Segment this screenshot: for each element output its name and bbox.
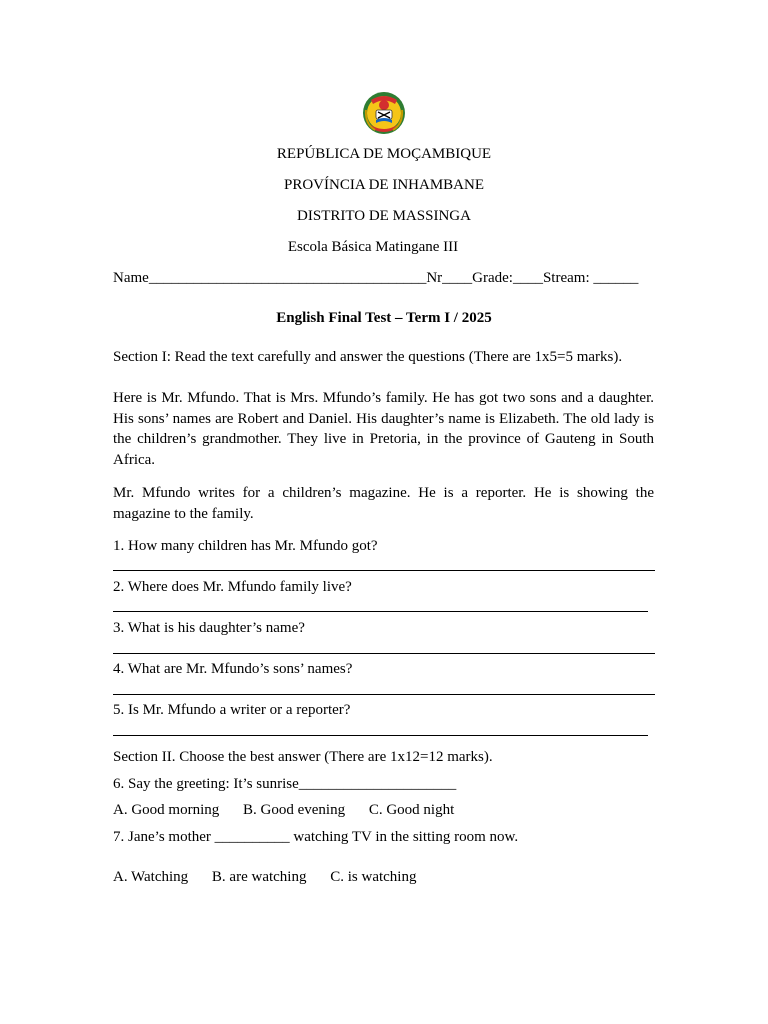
q6-option-a[interactable]: A. Good morning [113, 802, 220, 818]
section2-heading: Section II. Choose the best answer (There are 1x12=12 marks). [113, 749, 493, 765]
q6-option-b[interactable]: B. Good evening [243, 802, 346, 818]
answer-line-5[interactable] [113, 735, 648, 736]
q6-option-c[interactable]: C. Good night [368, 802, 455, 818]
answer-line-2[interactable] [113, 611, 648, 612]
province-name: PROVÍNCIA DE INHAMBANE [283, 177, 484, 193]
question-4: 4. What are Mr. Mfundo’s sons’ names? [113, 661, 353, 677]
question-3: 3. What is his daughter’s name? [113, 620, 305, 636]
answer-line-1[interactable] [113, 570, 655, 571]
test-title: English Final Test – Term I / 2025 [276, 310, 492, 326]
q7-option-b[interactable]: B. are watching [211, 869, 307, 885]
question-2: 2. Where does Mr. Mfundo family live? [113, 579, 352, 595]
country-name: REPÚBLICA DE MOÇAMBIQUE [276, 146, 492, 162]
section1-heading: Section I: Read the text carefully and answer the questions (There are 1x5=5 marks). [113, 349, 623, 365]
answer-line-3[interactable] [113, 653, 655, 654]
district-name: DISTRITO DE MASSINGA [297, 208, 471, 224]
question-7: 7. Jane’s mother __________ watching TV in the sitting room now. [113, 829, 519, 845]
question-5: 5. Is Mr. Mfundo a writer or a reporter? [113, 702, 351, 718]
q7-option-c[interactable]: C. is watching [330, 869, 417, 885]
question-7-options [113, 869, 416, 886]
question-6-options [113, 802, 454, 819]
question-6: 6. Say the greeting: It’s sunrise_____________________ [113, 776, 457, 792]
mozambique-coat-of-arms-icon [361, 90, 407, 136]
reading-paragraph-2: Mr. Mfundo writes for a children’s magazine. He is a reporter. He is showing the magazine to the family. [113, 485, 654, 522]
q7-option-a[interactable]: A. Watching [113, 869, 189, 885]
question-1: 1. How many children has Mr. Mfundo got? [113, 538, 378, 554]
student-info-line: Name_____________________________________Nr____Grade:____Stream: ______ [113, 270, 639, 286]
school-name: Escola Básica Matingane III [287, 239, 459, 255]
reading-paragraph-1: Here is Mr. Mfundo. That is Mrs. Mfundo’s family. He has got two sons and a daughter. His sons’ names are Robert and Daniel. His daughter’s name is Elizabeth. The old lady is the children’s grandmother. They live in Pretoria, in the province of Gauteng in South Africa. [113, 390, 654, 469]
answer-line-4[interactable] [113, 694, 655, 695]
